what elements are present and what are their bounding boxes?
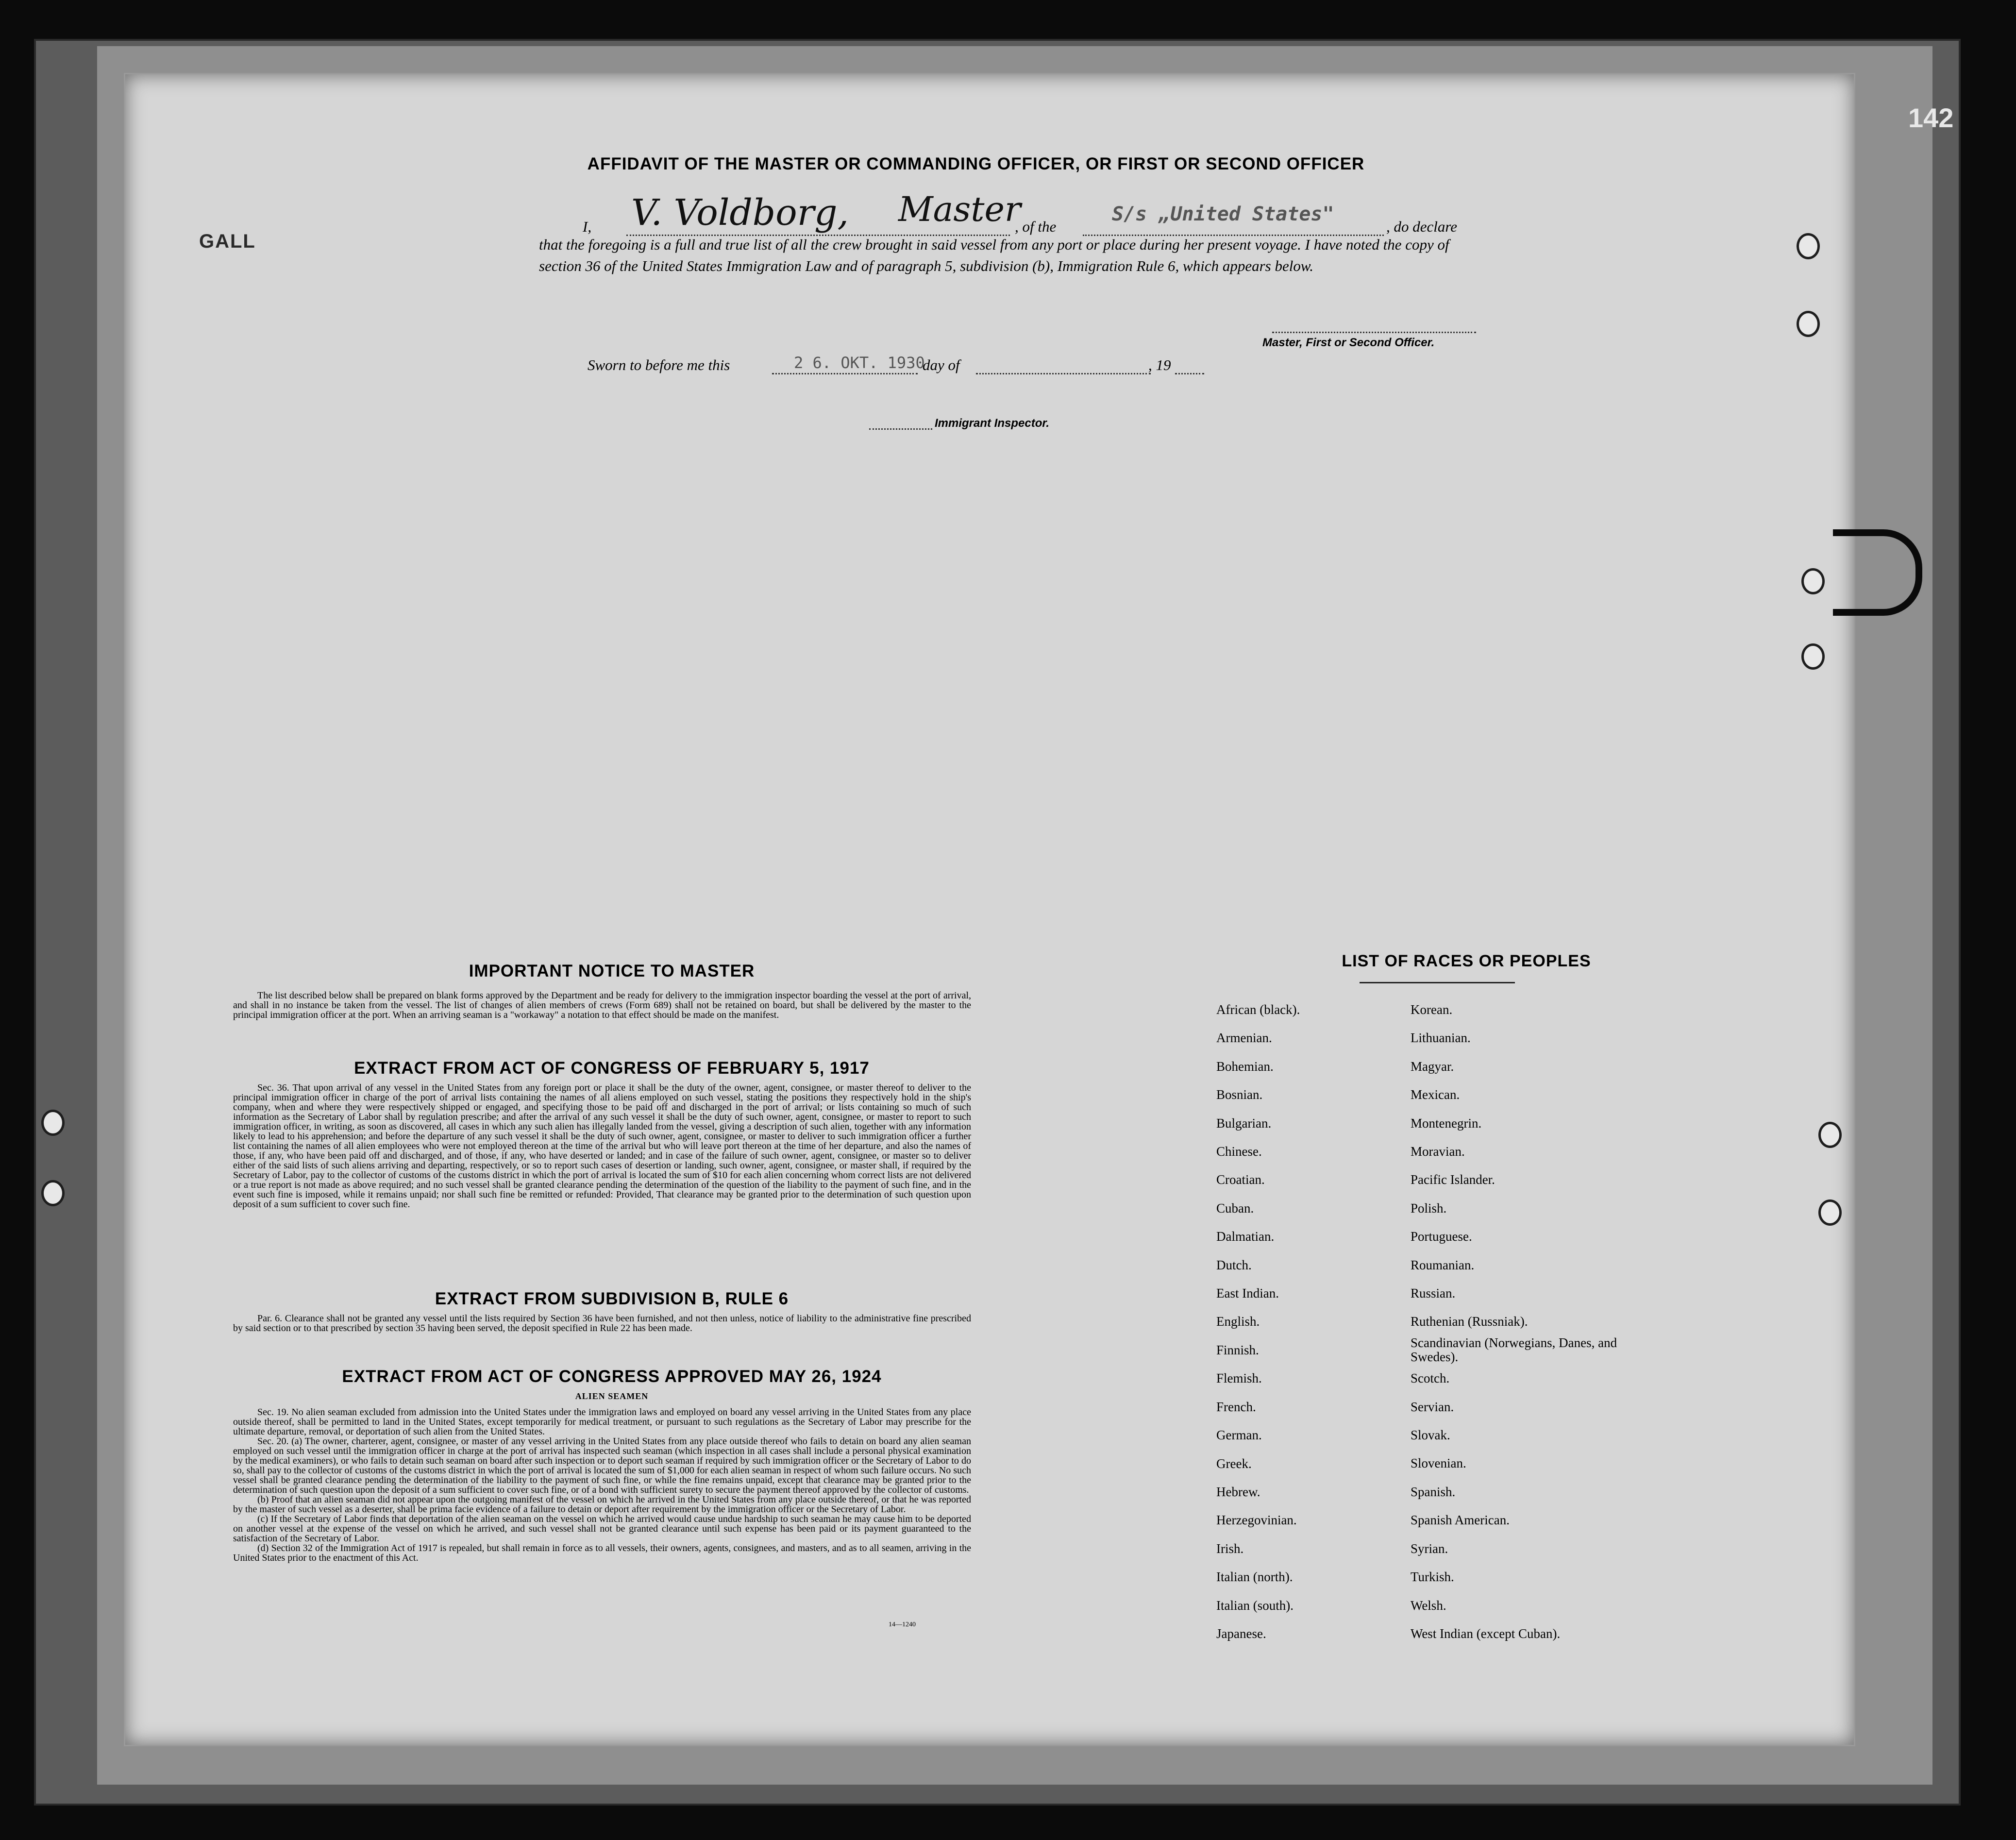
punch-hole-icon xyxy=(41,1110,65,1136)
race-item: African (black). xyxy=(1216,1002,1300,1017)
notice-text xyxy=(233,991,971,1020)
punch-hole-icon xyxy=(1801,568,1825,594)
race-item: East Indian. xyxy=(1216,1286,1279,1301)
race-item: Scandinavian (Norwegians, Danes, and Swedes). xyxy=(1411,1335,1617,1364)
race-item: Flemish. xyxy=(1216,1371,1262,1386)
vessel-name: S/s „United States" xyxy=(1112,203,1334,225)
race-item: Ruthenian (Russniak). xyxy=(1411,1314,1528,1329)
affidavit-i: I, xyxy=(583,218,592,235)
race-item: Italian (south). xyxy=(1216,1598,1294,1613)
punch-hole-icon xyxy=(41,1180,65,1206)
section-20a-paragraph: Sec. 20. (a) The owner, charterer, agent, consignee, or master of any vessel arriving in the United States from any place outside thereof who fails to detain on board any alien seaman employed on such vessel until the immigration officer in charge at the port of arrival has inspected such seaman (which inspection in all cases shall include a personal physical examination by the medical examiners), or who fails to detain such seaman on board after such inspection or to deport such seaman if required by such immigration officer or the Secretary of Labor to do so, shall pay to the collector of customs of the customs district in which the port of arrival is located the sum of $1,000 for each alien seaman in respect of whom such failure occurs. No such vessel shall be granted clearance pending the determination of the liability to the payment of such fine, or while the fine remains unpaid, except that clearance may be granted prior to the determination of such question upon the deposit of a sum sufficient to cover such fine, or of a bond with sufficient surety to secure the payment thereof approved by the collector of customs. xyxy=(233,1436,971,1495)
race-item: Spanish American. xyxy=(1411,1513,1510,1528)
race-item: Magyar. xyxy=(1411,1059,1454,1074)
race-item: Scotch. xyxy=(1411,1371,1450,1386)
page-number: 142 xyxy=(1908,102,1954,133)
race-item: Slovenian. xyxy=(1411,1456,1466,1471)
race-item: Servian. xyxy=(1411,1399,1454,1414)
extract-1924-title: EXTRACT FROM ACT OF CONGRESS APPROVED MAY 26, 1924 xyxy=(342,1367,882,1386)
race-item: Irish. xyxy=(1216,1541,1244,1556)
race-item: Roumanian. xyxy=(1411,1257,1475,1272)
race-item: Montenegrin. xyxy=(1411,1115,1482,1131)
race-item: Herzegovinian. xyxy=(1216,1513,1297,1528)
stamp-text: GALL xyxy=(199,231,256,252)
extract-rule6-paragraph: Par. 6. Clearance shall not be granted any vessel until the lists required by Section 36 have been furnished, and not then unless, notice of liability to the administrative fine prescribed by said section or to that prescribed by section 35 having been served, the deposit specified in Rule 22 has been made. xyxy=(233,1313,971,1334)
sworn-text: Sworn to before me this xyxy=(588,356,730,373)
race-item: Croatian. xyxy=(1216,1172,1265,1187)
of-the-text: , of the xyxy=(1015,218,1057,235)
do-declare-text: , do declare xyxy=(1386,218,1458,235)
binder-clip-icon xyxy=(1833,529,1922,616)
race-item: Polish. xyxy=(1411,1200,1447,1215)
affidavit-body: that the foregoing is a full and true list of all the crew brought in said vessel from any port or place during her present voyage. I have noted the copy of section 36 of the United States Immigration Law and of paragraph 5, subdivision (b), Immigration Rule 6, which appears below. xyxy=(539,236,1449,274)
affidavit-title: AFFIDAVIT OF THE MASTER OR COMMANDING OFFICER, OR FIRST OR SECOND OFFICER xyxy=(587,154,1365,173)
inspector-line xyxy=(869,428,932,430)
race-item: Welsh. xyxy=(1411,1598,1446,1613)
notice-title: IMPORTANT NOTICE TO MASTER xyxy=(469,962,755,980)
year-line xyxy=(1175,373,1204,374)
races-title-rule xyxy=(1360,982,1515,983)
race-item: Korean. xyxy=(1411,1002,1453,1017)
inspector-label: Immigrant Inspector. xyxy=(935,417,1050,430)
extract-1917-paragraph: Sec. 36. That upon arrival of any vessel in the United States from any foreign port or place it shall be the duty of the owner, agent, consignee, or master thereof to deliver to the principal immigration officer in charge of the port of arrival lists containing the names of all aliens employed on such vessel, stating the positions they respectively hold in the ship's company, when and where they were respectively shipped or engaged, and specifying those to be paid off and discharged in the port of arrival; or lists containing so much of such information as the Secretary of Labor shall by regulation prescribe; and after the arrival of any such vessel it shall be the duty of such owner, agent, consignee, or master to report to such immigration officer, in writing, as soon as discovered, all cases in which any such alien has illegally landed from the vessel, giving a description of such alien, together with any information likely to lead to his apprehension; and before the departure of any such vessel it shall be the duty of such owner, agent, consignee, or master to deliver to such immigration officer a further list containing the names of all alien employees who were not employed thereon at the time of the arrival but who will leave port thereon at the time of her departure, and also the names of those, if any, who have been paid off and discharged, and of those, if any, who have deserted or landed; and in case of the failure of such owner, agent, consignee, or master so to deliver either of the said lists of such aliens arriving and departing, respectively, or so to report such cases of desertion or landing, such owner, agent, consignee, or master shall, if required by the Secretary of Labor, pay to the collector of customs of the customs district in which the port of arrival is located the sum of $10 for each alien concerning whom correct lists are not delivered or a true report is not made as above required; and no such vessel shall be granted clearance pending the determination of the question of the liability to the payment of such fine, and in the event such fine is imposed, while it remains unpaid; nor shall such fine be remitted or refunded: Provided, That clearance may be granted prior to the determination of such question upon deposit of a sum sufficient to cover such fine. xyxy=(233,1082,971,1210)
race-item: Cuban. xyxy=(1216,1200,1254,1215)
race-item: Pacific Islander. xyxy=(1411,1172,1495,1187)
day-of-text: day of xyxy=(923,356,960,373)
race-item: Dalmatian. xyxy=(1216,1229,1275,1244)
sworn-date: 2 6. OKT. 1930 xyxy=(794,354,925,372)
race-item: English. xyxy=(1216,1314,1260,1329)
race-item: Armenian. xyxy=(1216,1030,1272,1046)
race-item: Japanese. xyxy=(1216,1626,1266,1641)
notice-paragraph: The list described below shall be prepared on blank forms approved by the Department and be ready for delivery to the immigration inspector boarding the vessel at the port of arrival, and shall in no instance be taken from the vessel. The list of changes of alien members of crews (Form 689) shall not be retained on board, but shall be delivered by the master to the principal immigration officer at the port. When an arriving seaman is a "workaway" a notation to that effect should be made on the manifest. xyxy=(233,990,971,1020)
punch-hole-icon xyxy=(1801,643,1825,670)
race-item: Greek. xyxy=(1216,1456,1252,1471)
punch-hole-icon xyxy=(1797,311,1820,337)
signed-rank: Master xyxy=(898,189,1021,229)
race-item: Mexican. xyxy=(1411,1087,1460,1102)
race-item: Turkish. xyxy=(1411,1570,1454,1585)
signed-name: V. Voldborg, xyxy=(631,192,849,234)
race-item: Bohemian. xyxy=(1216,1059,1274,1074)
race-item: Bosnian. xyxy=(1216,1087,1263,1102)
race-item: Chinese. xyxy=(1216,1144,1262,1159)
races-title: LIST OF RACES OR PEOPLES xyxy=(1342,952,1591,970)
punch-hole-icon xyxy=(1818,1122,1842,1148)
race-item: Italian (north). xyxy=(1216,1570,1293,1585)
race-item: Lithuanian. xyxy=(1411,1030,1471,1046)
punch-hole-icon xyxy=(1797,233,1820,259)
month-line xyxy=(976,373,1151,374)
section-19-paragraph: Sec. 19. No alien seaman excluded from admission into the United States under the immigration laws and employed on board any vessel arriving in the United States from any place outside thereof, shall be permitted to land in the United States, except temporarily for medical treatment, or pursuant to such regulations as the Secretary of Labor may prescribe for the ultimate departure, removal, or deportation of such alien from the United States. xyxy=(233,1407,971,1437)
race-item: Finnish. xyxy=(1216,1342,1259,1357)
race-item: Spanish. xyxy=(1411,1484,1456,1499)
extract-rule6-title: EXTRACT FROM SUBDIVISION B, RULE 6 xyxy=(435,1289,789,1308)
race-item: German. xyxy=(1216,1428,1262,1443)
year-prefix: , 19 xyxy=(1148,356,1171,373)
extract-1924-text xyxy=(233,1407,971,1563)
signature-line xyxy=(1272,332,1476,333)
sworn-date-line xyxy=(772,373,918,374)
race-item: Russian. xyxy=(1411,1286,1456,1301)
race-item: Hebrew. xyxy=(1216,1484,1260,1499)
race-item: Syrian. xyxy=(1411,1541,1448,1556)
extract-1917-title: EXTRACT FROM ACT OF CONGRESS OF FEBRUARY 5, 1917 xyxy=(354,1059,870,1078)
race-item: West Indian (except Cuban). xyxy=(1411,1626,1561,1641)
race-item: Moravian. xyxy=(1411,1144,1465,1159)
races-right-column xyxy=(1411,996,1624,1648)
section-20d-paragraph: (d) Section 32 of the Immigration Act of 1917 is repealed, but shall remain in force as to all vessels, their owners, agents, consignees, and masters, and as to all seamen, arriving in the United States prior to the enactment of this Act. xyxy=(233,1543,971,1563)
punch-hole-icon xyxy=(1818,1199,1842,1226)
section-20c-paragraph: (c) If the Secretary of Labor finds that deportation of the alien seaman on the vessel on which he arrived would cause undue hardship to such seaman he may cause him to be deported on another vessel at the expense of the vessel on which he arrived, and such vessel shall not be granted clearance until such expense has been paid or its payment guaranteed to the satisfaction of the Secretary of Labor. xyxy=(233,1514,971,1544)
race-item: Portuguese. xyxy=(1411,1229,1472,1244)
race-item: Bulgarian. xyxy=(1216,1115,1272,1131)
signature-label: Master, First or Second Officer. xyxy=(1262,336,1435,349)
form-code: 14—1240 xyxy=(889,1621,916,1628)
extract-1917-text xyxy=(233,1083,971,1209)
race-item: Dutch. xyxy=(1216,1257,1252,1272)
section-20b-paragraph: (b) Proof that an alien seaman did not appear upon the outgoing manifest of the vessel on which he arrived in the United States from any place outside thereof, or that he was reported by the master of such vessel as a deserter, shall be prima facie evidence of a failure to detain or deport after requirement by the immigration officer or the Secretary of Labor. xyxy=(233,1494,971,1515)
extract-rule6-text xyxy=(233,1314,971,1333)
extract-1924-subtitle: ALIEN SEAMEN xyxy=(575,1391,649,1401)
race-item: French. xyxy=(1216,1399,1256,1414)
race-item: Slovak. xyxy=(1411,1428,1450,1443)
